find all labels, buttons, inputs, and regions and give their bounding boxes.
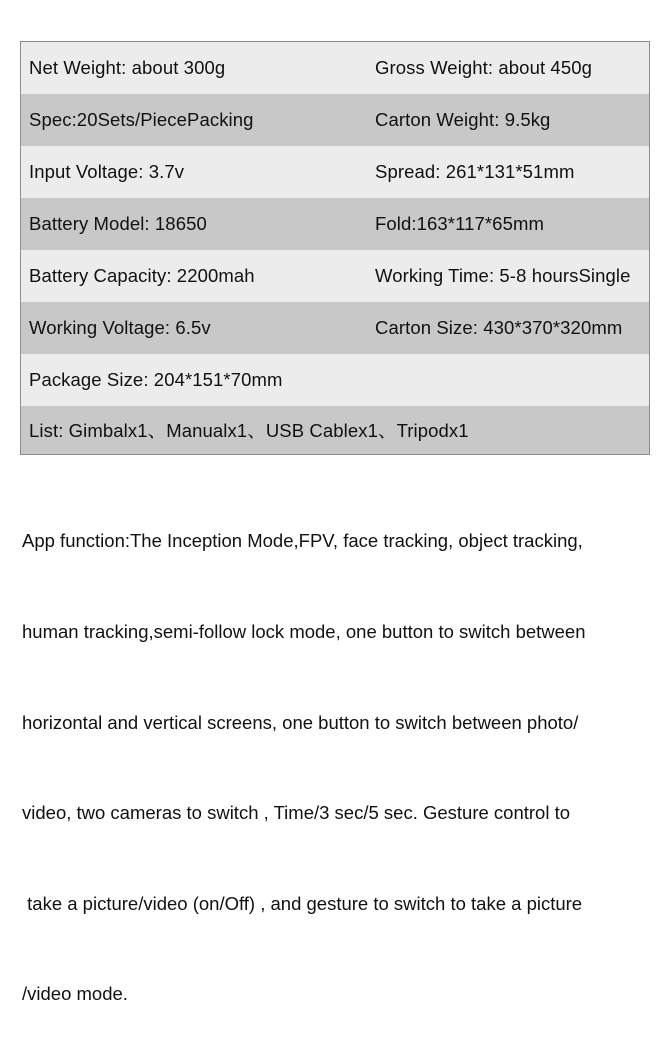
spec-list: List: Gimbalx1、Manualx1、USB Cablex1、Tripodx1 — [29, 420, 469, 441]
spec-spread: Spread: 261*131*51mm — [375, 161, 575, 182]
spec-row-package-size — [21, 354, 649, 406]
spec-table — [20, 41, 650, 455]
spec-row-battery-model — [21, 198, 649, 250]
spec-row-list — [21, 406, 649, 454]
spec-row-net-weight — [21, 42, 649, 94]
app-function-line: video, two cameras to switch , Time/3 sec/5 sec. Gesture control to — [22, 802, 571, 824]
spec-packing: Spec:20Sets/PiecePacking — [29, 109, 254, 130]
spec-net-weight: Net Weight: about 300g — [29, 57, 226, 78]
app-function-line: horizontal and vertical screens, one button to switch between photo/ — [22, 711, 579, 733]
spec-fold: Fold:163*117*65mm — [375, 213, 544, 234]
app-function-line: /video mode. — [22, 983, 128, 1005]
spec-row-input-voltage — [21, 146, 649, 198]
spec-gross-weight: Gross Weight: about 450g — [375, 57, 592, 78]
spec-input-voltage: Input Voltage: 3.7v — [29, 161, 185, 182]
spec-row-spec — [21, 94, 649, 146]
spec-working-voltage: Working Voltage: 6.5v — [29, 317, 211, 338]
spec-carton-weight: Carton Weight: 9.5kg — [375, 109, 551, 130]
spec-battery-capacity: Battery Capacity: 2200mah — [29, 265, 255, 286]
spec-row-working-voltage — [21, 302, 649, 354]
app-function-line: take a picture/video (on/Off) , and gesture to switch to take a picture — [22, 892, 583, 914]
app-function-line: App function:The Inception Mode,FPV, face tracking, object tracking, — [22, 530, 583, 552]
spec-working-time: Working Time: 5-8 hoursSingle — [375, 265, 631, 286]
app-function-line: human tracking,semi-follow lock mode, one button to switch between — [22, 621, 586, 643]
spec-package-size: Package Size: 204*151*70mm — [29, 369, 283, 390]
spec-battery-model: Battery Model: 18650 — [29, 213, 207, 234]
spec-carton-size: Carton Size: 430*370*320mm — [375, 317, 623, 338]
app-function-text — [22, 466, 652, 1040]
spec-row-battery-capacity — [21, 250, 649, 302]
